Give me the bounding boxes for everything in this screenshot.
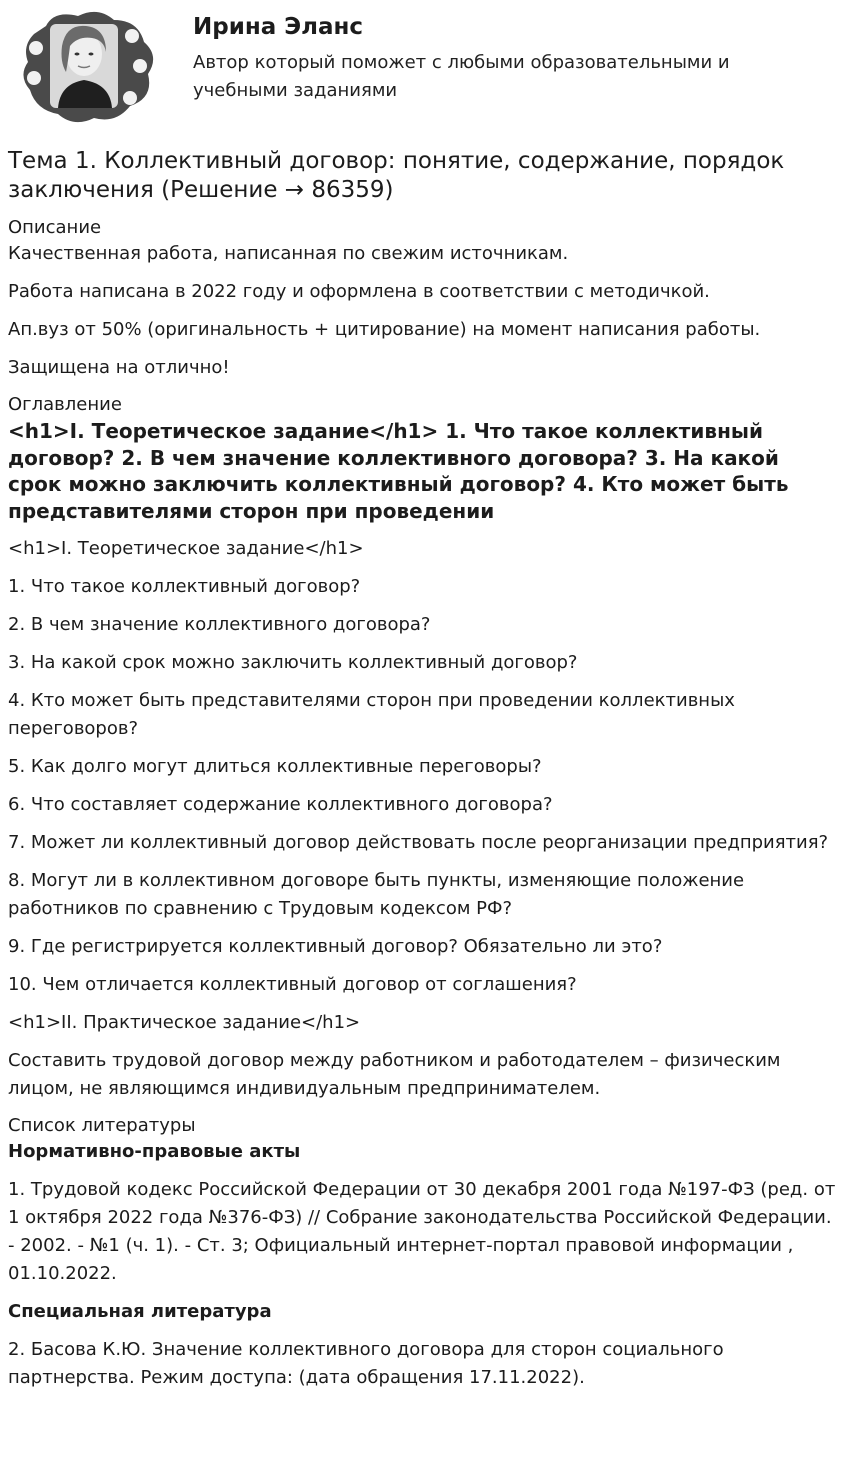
description-paragraph: Качественная работа, написанная по свежим источникам. bbox=[8, 243, 569, 264]
literature-subheading: Нормативно-правовые акты bbox=[8, 1141, 301, 1162]
author-avatar[interactable] bbox=[14, 6, 160, 128]
author-name[interactable]: Ирина Эланс bbox=[193, 14, 364, 40]
description-paragraph: Ап.вуз от 50% (оригинальность + цитирование) на момент написания работы. bbox=[8, 319, 761, 340]
toc-item: 9. Где регистрируется коллективный договор? Обязательно ли это? bbox=[8, 936, 663, 957]
author-block bbox=[8, 0, 839, 140]
description-section bbox=[8, 240, 839, 382]
literature-subheading: Специальная литература bbox=[8, 1301, 272, 1322]
toc-item: <h1>I. Теоретическое задание</h1> bbox=[8, 538, 364, 559]
toc-item: 3. На какой срок можно заключить коллективный договор? bbox=[8, 652, 578, 673]
toc-item: 10. Чем отличается коллективный договор от соглашения? bbox=[8, 974, 577, 995]
toc-label: Оглавление bbox=[8, 394, 122, 415]
description-label: Описание bbox=[8, 217, 102, 238]
description-paragraph: Защищена на отлично! bbox=[8, 357, 230, 378]
literature-item: 2. Басова К.Ю. Значение коллективного договора для сторон социального партнерства. Режим доступа: (дата обращения 17.11.2022). bbox=[8, 1339, 724, 1388]
literature-label: Список литературы bbox=[8, 1115, 196, 1136]
literature-section bbox=[8, 1138, 839, 1392]
author-description: Автор который поможет с любыми образовательными и учебными заданиями bbox=[193, 52, 730, 101]
description-paragraph: Работа написана в 2022 году и оформлена в соответствии с методичкой. bbox=[8, 281, 710, 302]
toc-item: 7. Может ли коллективный договор действовать после реорганизации предприятия? bbox=[8, 832, 829, 853]
toc-item: Составить трудовой договор между работником и работодателем – физическим лицом, не являющимся индивидуальным предпринимателем. bbox=[8, 1050, 781, 1099]
toc-item: 5. Как долго могут длиться коллективные переговоры? bbox=[8, 756, 542, 777]
toc-item: 1. Что такое коллективный договор? bbox=[8, 576, 361, 597]
toc-item: <h1>II. Практическое задание</h1> bbox=[8, 1012, 361, 1033]
toc-item: 2. В чем значение коллективного договора? bbox=[8, 614, 431, 635]
toc-item: 4. Кто может быть представителями сторон при проведении коллективных переговоров? bbox=[8, 690, 735, 739]
toc-summary: <h1>I. Теоретическое задание</h1> 1. Что такое коллективный договор? 2. В чем значение коллективного договора? 3. На какой срок можно заключить коллективный договор? 4. Кто может быть представителями сторон при проведении bbox=[8, 419, 789, 523]
page-title: Тема 1. Коллективный договор: понятие, содержание, порядок заключения (Решение → 86359) bbox=[8, 148, 785, 203]
toc-item: 8. Могут ли в коллективном договоре быть пункты, изменяющие положение работников по сравнению с Трудовым кодексом РФ? bbox=[8, 870, 745, 919]
toc-list bbox=[8, 535, 839, 1103]
literature-item: 1. Трудовой кодекс Российской Федерации от 30 декабря 2001 года №197-ФЗ (ред. от 1 октября 2022 года №376-ФЗ) // Собрание законодательства Российской Федерации. - 2002. - №1 (ч. 1). - Ст. 3; Официальный интернет-портал правовой информации , 01.10.2022. bbox=[8, 1179, 836, 1284]
toc-item: 6. Что составляет содержание коллективного договора? bbox=[8, 794, 553, 815]
